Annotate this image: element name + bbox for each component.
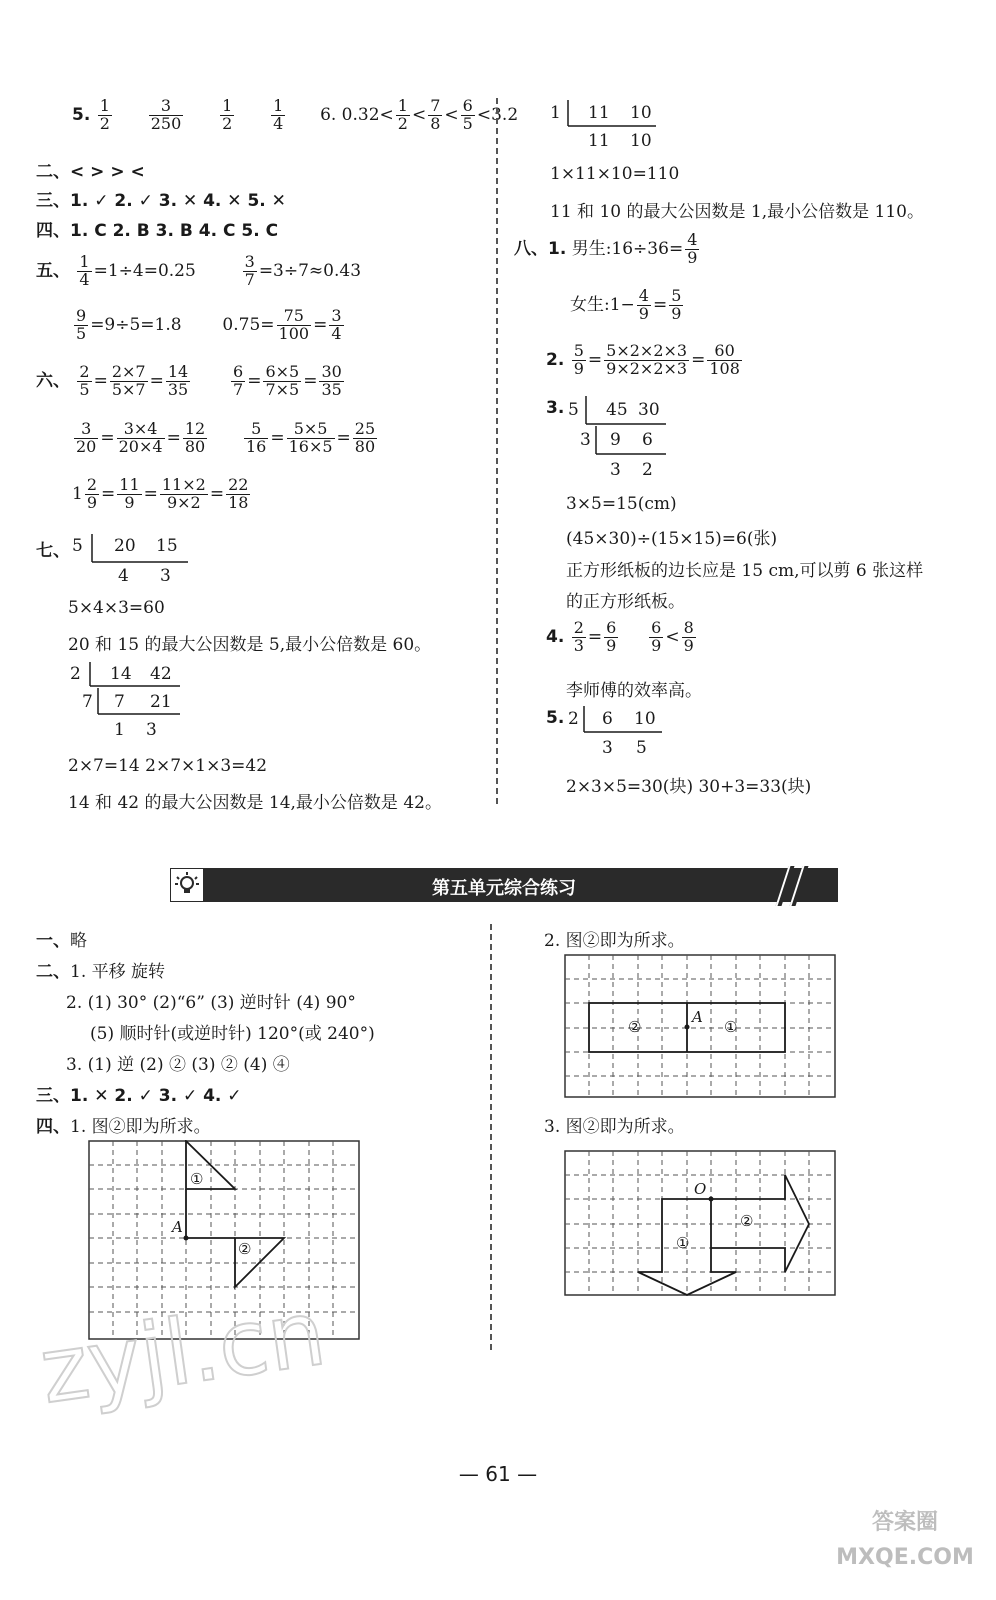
yi-row: 一、略 xyxy=(36,931,87,951)
fraction: $\frac{6}{9}$ xyxy=(651,618,662,655)
text-line: 正方形纸板的边长应是 15 cm,可以剪 6 张这样 xyxy=(566,561,924,581)
er-row: 二、< > > < xyxy=(36,162,145,182)
b5-label: 5. xyxy=(546,708,565,728)
fraction: $\frac{2}{9}$ xyxy=(86,475,98,512)
fraction: $\frac{4}{9}$ xyxy=(638,286,649,323)
shape-label: ② xyxy=(740,1212,754,1230)
fraction: $\frac{5\times 2\times 2\times 3}{9\times 2\times 2\times 3}$ xyxy=(606,341,688,378)
liu-row-1: 六、 $\frac{2}{5}$ = $\frac{2\times 7}{5\times 7}$ = $\frac{14}{35}$ $\frac{6}{7}$ = $\frac{6\times 5}{7\times 5}$ = $\frac{30}{35}$ xyxy=(36,362,342,399)
text-line: 2. 图②即为所求。 xyxy=(544,931,685,951)
san-row: 三、1. ✓ 2. ✓ 3. ✕ 4. ✕ 5. ✕ xyxy=(36,191,286,211)
fraction: $\frac{1}{2}$ xyxy=(222,96,233,133)
fraction: $\frac{1}{2}$ xyxy=(99,96,110,133)
point-label: A xyxy=(692,1008,703,1026)
fraction: $\frac{7}{8}$ xyxy=(430,96,441,133)
short-division: 1 11 10 11 10 xyxy=(548,100,668,158)
er-row: 二、1. 平移 旋转 xyxy=(36,962,166,982)
wu-row-1: 五、 $\frac{1}{4}$ =1÷4=0.25 $\frac{3}{7}$ =3÷7≈0.43 xyxy=(36,252,362,289)
fraction: $\frac{14}{35}$ xyxy=(167,362,189,399)
grid-figure-3 xyxy=(564,1150,836,1296)
q5-row: 5. $\frac{1}{2}$ $\frac{3}{250}$ $\frac{1}{2}$ $\frac{1}{4}$ 6. 0.32< $\frac{1}{2}$ < $\frac{7}{8}$ < $\frac{6}{5}$ <3.2 xyxy=(72,96,519,133)
fraction: $\frac{4}{9}$ xyxy=(687,230,698,267)
text-line: (5) 顺时针(或逆时针) 120°(或 240°) xyxy=(90,1024,375,1044)
watermark: zyjl.cn xyxy=(34,1280,332,1425)
text-line: 李师傅的效率高。 xyxy=(566,681,702,701)
text-line: (45×30)÷(15×15)=6(张) xyxy=(566,529,778,549)
qi-label: 七、 xyxy=(36,541,70,561)
column-divider xyxy=(490,924,492,1350)
text-line: 3. 图②即为所求。 xyxy=(544,1117,685,1137)
fraction: $\frac{11\times 2}{9\times 2}$ xyxy=(161,475,206,512)
fraction: $\frac{6}{7}$ xyxy=(233,362,244,399)
ba-row-2: 2. $\frac{5}{9}$ = $\frac{5\times 2\times 2\times 3}{9\times 2\times 2\times 3}$ = $\frac{60}{108}$ xyxy=(546,341,740,378)
fraction: $\frac{5\times 5}{16\times 5}$ xyxy=(288,419,333,456)
ba-row-4: 4. $\frac{2}{3}$ = $\frac{6}{9}$ $\frac{6}{9}$ < $\frac{8}{9}$ xyxy=(546,618,694,655)
fraction: $\frac{2\times 7}{5\times 7}$ xyxy=(111,362,146,399)
shape-label: ① xyxy=(676,1234,690,1252)
text-line: 3. (1) 逆 (2) ② (3) ② (4) ④ xyxy=(66,1055,290,1075)
fraction: $\frac{60}{108}$ xyxy=(709,341,740,378)
fraction: $\frac{2}{5}$ xyxy=(79,362,90,399)
san-row: 三、1. ✕ 2. ✓ 3. ✓ 4. ✓ xyxy=(36,1086,242,1106)
text-line: 11 和 10 的最大公因数是 1,最小公倍数是 110。 xyxy=(550,202,924,222)
short-division: 5 20 15 4 3 xyxy=(70,532,200,592)
text-line: 3×5=15(cm) xyxy=(566,494,677,514)
text-line: 2×7=14 2×7×1×3=42 xyxy=(68,756,268,776)
fraction: $\frac{1}{4}$ xyxy=(273,96,284,133)
section-banner xyxy=(170,868,838,902)
fraction: $\frac{3}{250}$ xyxy=(150,96,182,133)
b3-label: 3. xyxy=(546,398,565,418)
text-line: 5×4×3=60 xyxy=(68,598,165,618)
fraction: $\frac{30}{35}$ xyxy=(321,362,342,399)
si-row: 四、1. 图②即为所求。 xyxy=(36,1117,211,1137)
fraction: $\frac{75}{100}$ xyxy=(278,306,310,343)
text-line: 1×11×10=110 xyxy=(550,164,680,184)
short-division: 2 14 42 7 7 21 1 3 xyxy=(66,662,196,742)
fraction: $\frac{3}{20}$ xyxy=(76,419,97,456)
q5-label: 5. xyxy=(72,104,91,125)
section-title: 第五单元综合练习 xyxy=(432,878,576,899)
fraction: $\frac{5}{9}$ xyxy=(573,341,584,378)
fraction: $\frac{3}{4}$ xyxy=(331,306,342,343)
fraction: $\frac{3\times 4}{20\times 4}$ xyxy=(118,419,163,456)
division-lines xyxy=(566,706,686,764)
fraction: $\frac{6}{9}$ xyxy=(606,618,617,655)
grid-figure-2 xyxy=(564,954,836,1098)
ba-row-girl: 女生:1− $\frac{4}{9}$ = $\frac{5}{9}$ xyxy=(570,286,682,323)
fraction: $\frac{22}{18}$ xyxy=(228,475,249,512)
page-number: — 61 — xyxy=(458,1462,538,1486)
fraction: $\frac{1}{4}$ xyxy=(79,252,90,289)
fraction: $\frac{5}{16}$ xyxy=(245,419,267,456)
text-line: 的正方形纸板。 xyxy=(566,592,685,612)
text-line: 2. (1) 30° (2)“6” (3) 逆时针 (4) 90° xyxy=(66,993,356,1013)
text-line: 20 和 15 的最大公因数是 5,最小公倍数是 60。 xyxy=(68,635,432,655)
fraction: $\frac{3}{7}$ xyxy=(244,252,255,289)
fraction: $\frac{1}{2}$ xyxy=(397,96,408,133)
text-line: 2×3×5=30(块) 30+3=33(块) xyxy=(566,777,812,797)
shape-label: ① xyxy=(190,1170,204,1188)
fraction: $\frac{6\times 5}{7\times 5}$ xyxy=(265,362,300,399)
shape-label: ② xyxy=(628,1018,642,1036)
q6-end: <3.2 xyxy=(476,104,519,125)
short-division: 2 6 10 3 5 xyxy=(566,706,686,764)
q6-label: 6. 0.32< xyxy=(320,104,394,125)
fraction: $\frac{25}{80}$ xyxy=(354,419,376,456)
ba-row-1: 八、1. 男生:16÷36= $\frac{4}{9}$ xyxy=(514,230,698,267)
shape-label: ② xyxy=(238,1240,252,1258)
fraction: $\frac{11}{9}$ xyxy=(119,475,140,512)
fraction: $\frac{12}{80}$ xyxy=(184,419,206,456)
text-line: 14 和 42 的最大公因数是 14,最小公倍数是 42。 xyxy=(68,793,442,813)
point-label: O xyxy=(694,1180,707,1198)
shape-label: ① xyxy=(724,1018,738,1036)
fraction: $\frac{5}{9}$ xyxy=(671,286,682,323)
fraction: $\frac{6}{5}$ xyxy=(462,96,473,133)
column-divider xyxy=(496,98,498,804)
si-row: 四、1. C 2. B 3. B 4. C 5. C xyxy=(36,221,279,241)
short-division: 5 45 30 3 9 6 3 2 xyxy=(566,396,686,482)
liu-row-2: $\frac{3}{20}$ = $\frac{3\times 4}{20\times 4}$ = $\frac{12}{80}$ $\frac{5}{16}$ = $\frac{5\times 5}{16\times 5}$ = $\frac{25}{80}$ xyxy=(76,419,376,456)
liu-row-3: 1 $\frac{2}{9}$ = $\frac{11}{9}$ = $\frac{11\times 2}{9\times 2}$ = $\frac{22}{18}$ xyxy=(72,475,249,512)
wu-row-2: $\frac{9}{5}$ =9÷5=1.8 0.75= $\frac{75}{100}$ = $\frac{3}{4}$ xyxy=(76,306,342,343)
fraction: $\frac{9}{5}$ xyxy=(76,306,87,343)
fraction: $\frac{8}{9}$ xyxy=(683,618,694,655)
fraction: $\frac{2}{3}$ xyxy=(573,618,584,655)
corner-watermark: 答案圈 MXQE.COM xyxy=(836,1510,974,1571)
point-label: A xyxy=(172,1218,183,1236)
